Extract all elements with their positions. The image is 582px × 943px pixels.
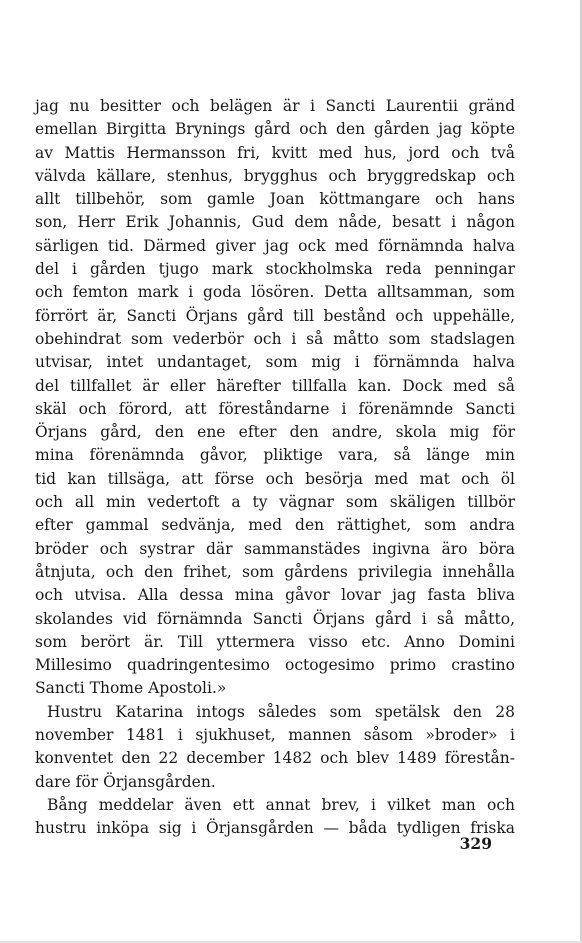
text-line: åtnjuta, och den frihet, som gårdens privilegia innehålla [35,562,515,581]
text-line: hustru inköpa sig i Örjansgården — båda tydligen friska [35,819,515,838]
text-line: av Mattis Hermansson fri, kvitt med hus, jord och två [35,143,515,162]
text-line: jag nu besitter och belägen är i Sancti Laurentii gränd [35,97,515,115]
text-line: och utvisa. Alla dessa mina gåvor lovar jag fasta bliva [35,586,515,605]
text-line: Örjans gård, den ene efter den andre, skola mig för [35,423,515,442]
text-line: och all min vedertoft a ty vägnar som skäligen tillbör [35,493,515,512]
text-line: förrört är, Sancti Örjans gård till bestånd och uppehälle, [35,306,515,325]
text-line: Sancti Thome Apostoli.» [35,679,227,698]
page-number: 329 [459,834,492,853]
text-line: och femton mark i goda lösören. Detta alltsamman, som [35,283,515,302]
text-line: bröder och systrar där sammanstädes ingivna äro böra [35,539,515,558]
text-line: allt tillbehör, som gamle Joan köttmangare och hans [35,190,515,209]
text-line: skolandes vid förnämnda Sancti Örjans gård i så måtto, [35,609,515,628]
text-line: mina förenämnda gåvor, pliktige vara, så länge min [35,446,515,465]
text-line: del tillfallet är eller härefter tillfalla kan. Dock med så [35,376,515,395]
text-line: del i gården tjugo mark stockholmska reda penningar [35,260,515,279]
text-line: efter gammal sedvänja, med den rättighet, som andra [35,516,515,535]
text-line: Bång meddelar även ett annat brev, i vilket man och [47,795,515,814]
text-line: Millesimo quadringentesimo octogesimo primo crastino [35,656,515,675]
text-line: utvisar, intet undantaget, som mig i förnämnda halva [35,353,515,372]
text-line: obehindrat som vederbör och i så måtto som stadslagen [35,329,515,348]
text-line: dare för Örjansgården. [35,772,216,791]
text-line: välvda källare, stenhus, brygghus och bryggredskap och [35,166,515,185]
text-line: Hustru Katarina intogs således som spetälsk den 28 [47,702,515,721]
text-line: son, Herr Erik Johannis, Gud dem nåde, besatt i någon [35,213,515,232]
text-line: som berört är. Till yttermera visso etc. Anno Domini [35,632,515,651]
text-line: emellan Birgitta Brynings gård och den gården jag köpte [35,120,515,139]
text-line: november 1481 i sjukhuset, mannen såsom »broder» i [35,726,515,745]
text-line: särligen tid. Därmed giver jag ock med förnämnda halva [35,236,515,255]
body-text [35,95,515,841]
text-line: konventet den 22 december 1482 och blev 1489 förestån- [35,749,515,768]
text-line: skäl och förord, att föreståndarne i förenämnde Sancti [35,399,515,418]
text-line: tid kan tillsäga, att förse och besörja med mat och öl [35,469,515,488]
